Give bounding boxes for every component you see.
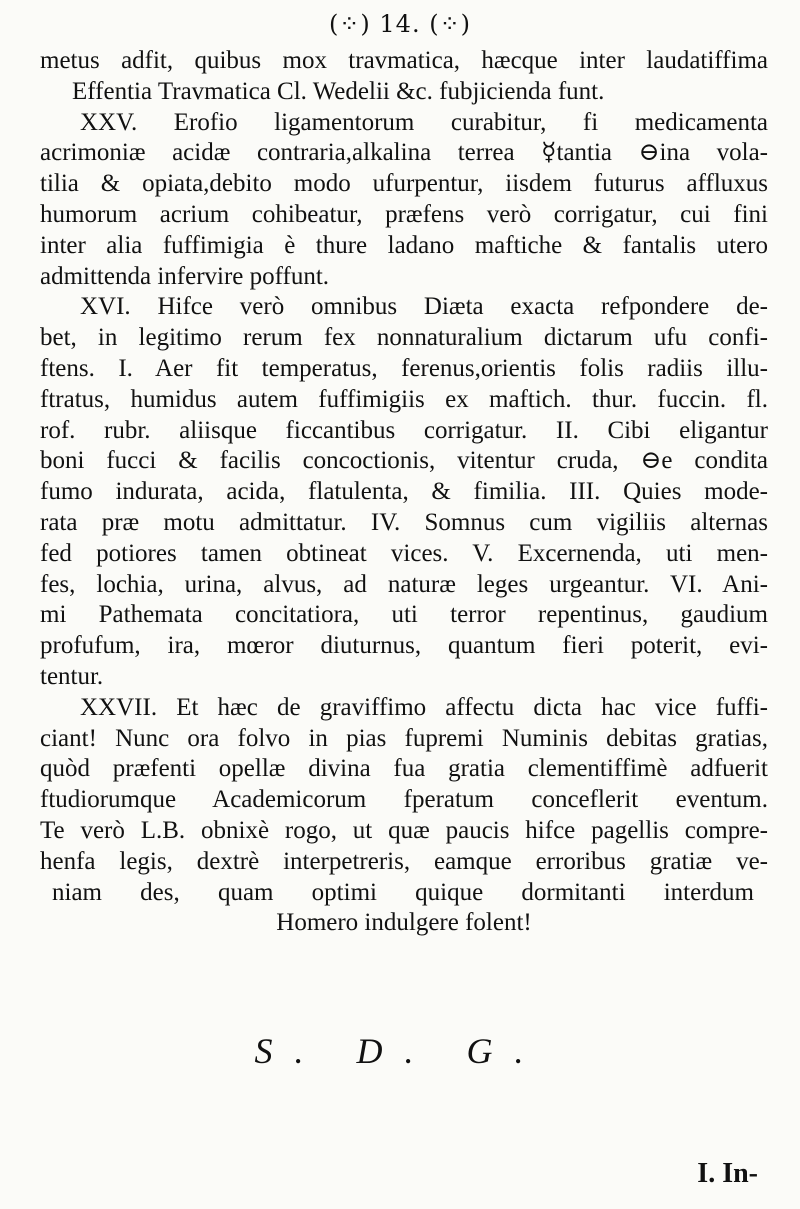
text-line: ciant! Nunc ora folvo in pias fupremi Numinis debitas gratias,: [40, 724, 768, 752]
text-line: henfa legis, dextrè interpetreris, eamque erroribus gratiæ ve-: [40, 847, 768, 875]
text-line: metus adfit, quibus mox travmatica, hæcque inter laudatiffima: [40, 47, 768, 74]
page-header: (⁘) 14. (⁘): [328, 10, 472, 38]
text-line: tentur.: [40, 662, 104, 690]
text-line: rof. rubr. aliisque ficcantibus corrigatur. II. Cibi eligantur: [40, 416, 768, 444]
text-line: XXV. Erofio ligamentorum curabitur, fi medicamenta: [80, 108, 768, 136]
catchword: I. In-: [697, 1158, 758, 1189]
text-line: rata præ motu admittatur. IV. Somnus cum vigiliis alternas: [40, 508, 768, 536]
text-line: Homero indulgere folent!: [276, 909, 532, 937]
text-line: niam des, quam optimi quique dormitanti interdum: [52, 878, 754, 906]
text-line: tilia & opiata,debito modo ufurpentur, iisdem futurus affluxus: [40, 170, 768, 198]
text-line: fes, lochia, urina, alvus, ad naturæ leges urgeantur. VI. Ani-: [40, 570, 768, 598]
text-line: ftudiorumque Academicorum fperatum conceflerit eventum.: [40, 786, 768, 814]
text-line: quòd præfenti opellæ divina fua gratia clementiffimè adfuerit: [40, 755, 768, 783]
text-line: fumo indurata, acida, flatulenta, & fimilia. III. Quies mode-: [40, 478, 768, 506]
text-line: XVI. Hifce verò omnibus Diæta exacta refpondere de-: [80, 293, 768, 321]
text-line: mi Pathemata concitatiora, uti terror repentinus, gaudium: [40, 601, 768, 629]
text-line: admittenda infervire poffunt.: [40, 262, 330, 290]
text-line: fed potiores tamen obtineat vices. V. Excernenda, uti men-: [40, 539, 768, 567]
text-line: profufum, ira, mœror diuturnus, quantum fieri poterit, evi-: [40, 632, 768, 660]
text-line: acrimoniæ acidæ contraria,alkalina terrea ☿tantia ⊖ina vola-: [40, 139, 768, 167]
text-line: bet, in legitimo rerum fex nonnaturalium dictarum ufu confi-: [40, 324, 768, 352]
text-line: inter alia fuffimigia è thure ladano maftiche & fantalis utero: [40, 231, 768, 259]
body-text: [40, 46, 768, 939]
text-line: ftratus, humidus autem fuffimigiis ex maftich. thur. fuccin. fl.: [40, 385, 768, 413]
text-line: boni fucci & facilis concoctionis, vitentur cruda, ⊖e condita: [40, 447, 768, 475]
text-line: XXVII. Et hæc de graviffimo affectu dicta hac vice fuffi-: [80, 693, 768, 721]
signature: S. D. G.: [254, 1031, 546, 1071]
text-line: humorum acrium cohibeatur, præfens verò corrigatur, cui fini: [40, 200, 768, 228]
text-line: Te verò L.B. obnixè rogo, ut quæ paucis hifce pagellis compre-: [40, 816, 768, 844]
text-line: Effentia Travmatica Cl. Wedelii &c. fubjicienda funt.: [72, 77, 605, 105]
text-line: ftens. I. Aer fit temperatus, ferenus,orientis folis radiis illu-: [40, 354, 768, 382]
